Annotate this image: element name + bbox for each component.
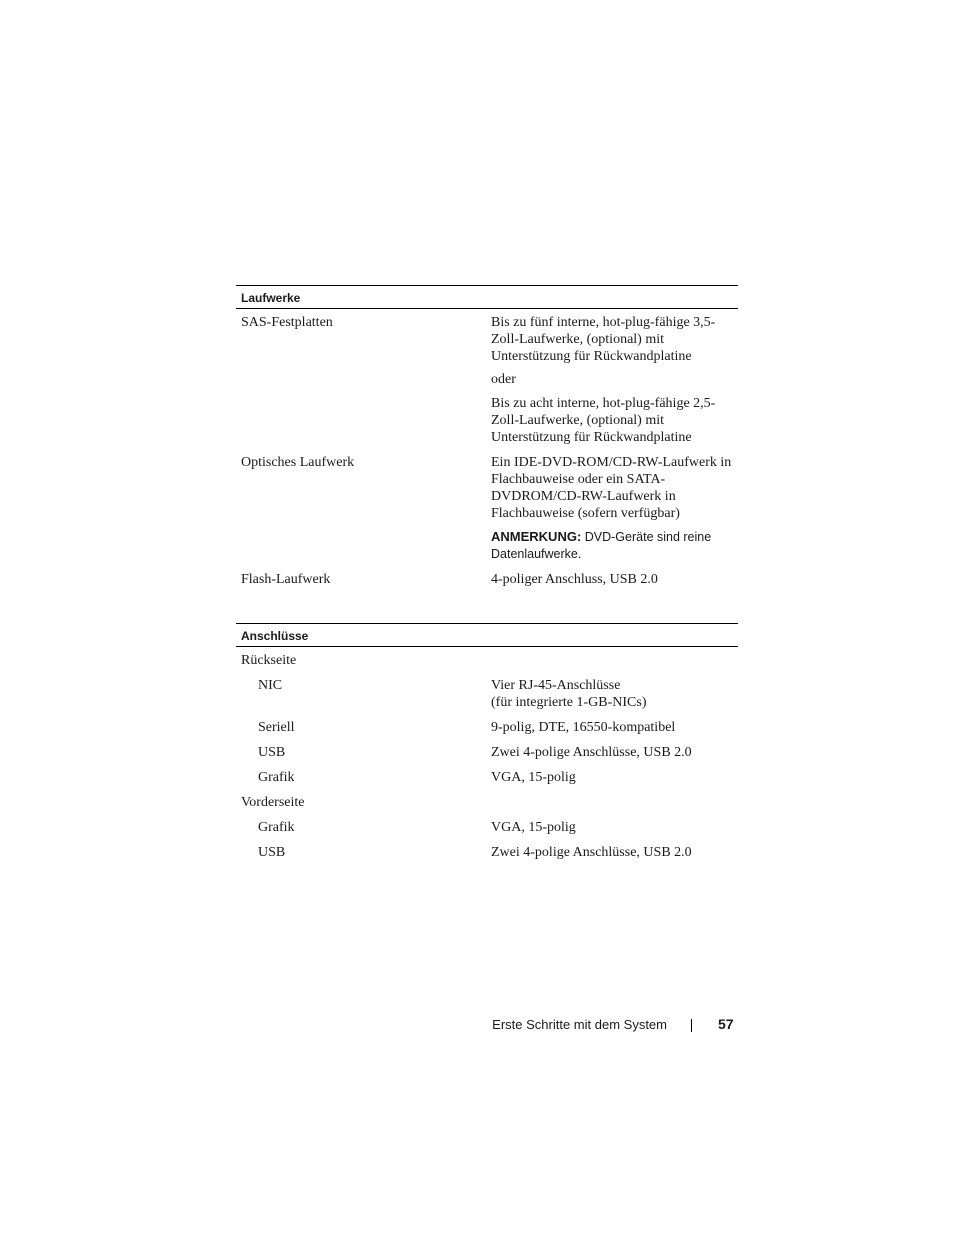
note-text: DVD-Geräte sind reine Datenlaufwerke. [491, 530, 712, 561]
note-label: ANMERKUNG: [491, 529, 582, 544]
row-value: Bis zu fünf interne, hot-plug-fähige 3,5-Zoll-Laufwerke, (optional) mit Unterstützung für Rückwandplatine [491, 315, 716, 364]
value-line: Vier RJ-45-Anschlüsse [491, 678, 621, 693]
row-value [491, 677, 736, 711]
row-value: oder [491, 372, 516, 387]
row-value: VGA, 15-polig [491, 770, 576, 785]
row-value: 4-poliger Anschluss, USB 2.0 [491, 572, 658, 587]
page-footer [0, 1015, 954, 1035]
footer-divider [691, 1019, 692, 1032]
drives-table [236, 285, 738, 587]
row-value: Zwei 4-polige Anschlüsse, USB 2.0 [491, 745, 692, 760]
row-label: Flash-Laufwerk [241, 572, 331, 587]
row-label: Grafik [258, 820, 295, 835]
connectors-table [236, 623, 738, 860]
row-label: Vorderseite [241, 795, 305, 810]
note [491, 528, 736, 563]
row-value: Ein IDE-DVD-ROM/CD-RW-Laufwerk in Flachbauweise oder ein SATA-DVDROM/CD-RW-Laufwerk in Flachbauweise (sofern verfügbar) [491, 455, 732, 521]
row-label: USB [258, 745, 286, 760]
row-label: Grafik [258, 770, 295, 785]
page-number: 57 [718, 1016, 734, 1032]
row-label: SAS-Festplatten [241, 315, 333, 330]
footer-title: Erste Schritte mit dem System [492, 1017, 667, 1032]
row-label: NIC [258, 678, 283, 693]
row-value: Zwei 4-polige Anschlüsse, USB 2.0 [491, 845, 692, 860]
row-value: 9-polig, DTE, 16550-kompatibel [491, 720, 676, 735]
row-label: Seriell [258, 720, 295, 735]
value-line: (für integrierte 1-GB-NICs) [491, 695, 647, 710]
row-value: Bis zu acht interne, hot-plug-fähige 2,5-Zoll-Laufwerke, (optional) mit Unterstützung für Rückwandplatine [491, 396, 716, 445]
row-value: VGA, 15-polig [491, 820, 576, 835]
row-label: Optisches Laufwerk [241, 455, 355, 470]
row-label: Rückseite [241, 653, 297, 668]
connectors-heading: Anschlüsse [236, 623, 738, 647]
drives-heading: Laufwerke [236, 285, 738, 309]
row-label: USB [258, 845, 286, 860]
